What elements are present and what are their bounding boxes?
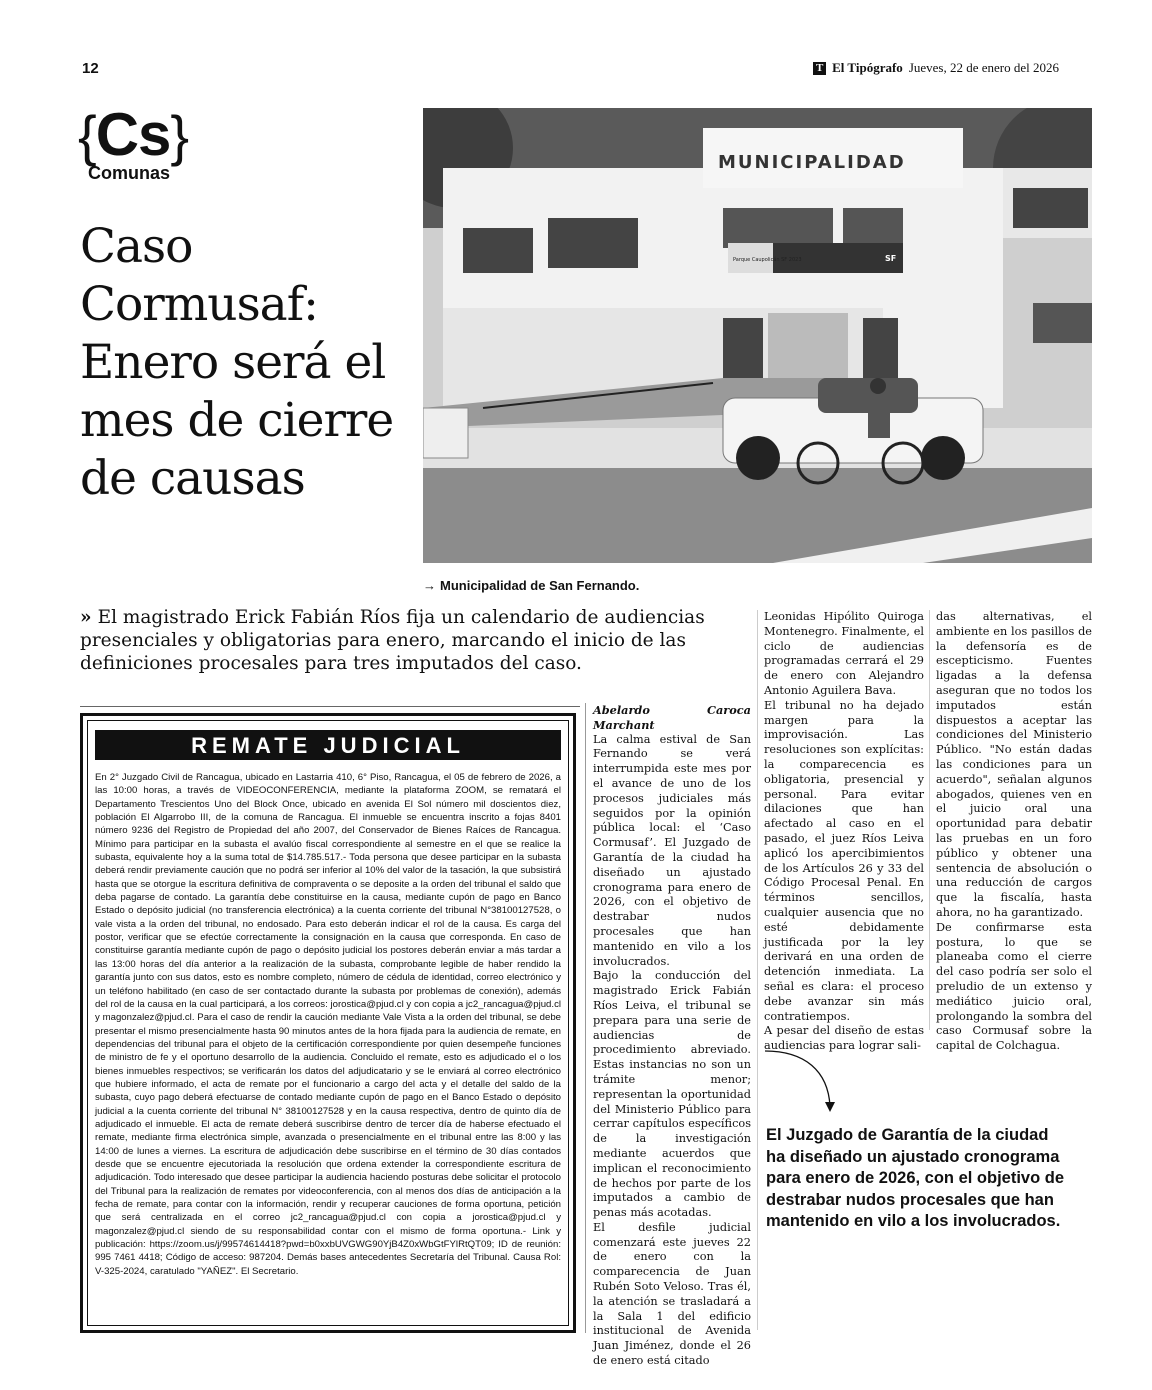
masthead bbox=[813, 60, 1059, 76]
paragraph: La calma estival de San Fernando se verá interrumpida este mes por el avance de uno de los procesos judiciales más seguidos por la opinión pública local: el ‘Caso Cormusaf’. El Juzgado de Garantía de la ciudad ha diseñado un ajustado cronograma para enero de 2026, con el objetivo de destrabar nudos procesales que han mantenido en vilo a los involucrados. bbox=[593, 732, 751, 968]
publication-name: El Tipógrafo bbox=[832, 60, 903, 75]
issue-date: Jueves, 22 de enero del 2026 bbox=[908, 60, 1059, 75]
paragraph: das alternativas, el ambiente en los pasillos de la defensoría es de escepticismo. Fuentes ligadas a la defensa aseguran que no todos los imputados están dispuestos a aceptar las condiciones del Ministerio Público. "No están dadas las condiciones para un acuerdo", señalan algunos abogados, quienes ven en el juicio oral una oportunidad para debatir las pruebas en un foro público y obtener una sentencia de absolución o una reducción de cargos que la fiscalía, hasta ahora, no ha garantizado. bbox=[936, 610, 1092, 919]
curved-arrow-icon bbox=[760, 1046, 840, 1116]
article-column-2 bbox=[764, 610, 924, 1054]
banner-left-text: Parque Caupolicán SF 2023 bbox=[733, 257, 802, 263]
paragraph: El tribunal no ha dejado margen para la improvisación. Las resoluciones son explícitas: la comparecencia es obligatoria, presencial y personal. Para evitar dilaciones que han afectado al caso en el pasado, el juez Ríos Leiva aplicó los apercibimientos de los Artículos 26 y 33 del Código Procesal Penal. En términos sencillos, cualquier ausencia que no esté debidamente justificada por la ley derivará en una orden de detención inmediata. La señal es clara: el proceso debe avanzar sin más contratiempos. bbox=[764, 698, 924, 1023]
page-number: 12 bbox=[82, 60, 99, 77]
column-rule bbox=[757, 610, 758, 1330]
section-code: {Cs} bbox=[78, 101, 189, 168]
paragraph: Bajo la conducción del magistrado Erick Fabián Ríos Leiva, el tribunal se prepara para una serie de audiencias de procedimiento abreviado. Estas instancias no son un trámite menor; representan la oportunidad del Ministerio Público para cerrar capítulos específicos de la investigación mediante acuerdos que implican el reconocimiento de hechos por parte de los imputados a cambio de penas más acotadas. bbox=[593, 969, 751, 1220]
remate-judicial-ad bbox=[80, 713, 576, 1333]
pull-quote: El Juzgado de Garantía de la ciudad ha diseñado un ajustado cronograma para enero de 2026, con el objetivo de destrabar nudos procesales que han mantenido en vilo a los involucrados. bbox=[766, 1126, 1065, 1230]
building-sign: MUNICIPALIDAD bbox=[718, 152, 906, 173]
article-photo bbox=[423, 108, 1092, 563]
paragraph: El desfile judicial comenzará este jueves 22 de enero con la comparecencia de Juan Rubén Soto Veloso. Tras él, la atención se trasladará a la Sala 1 del edificio institucional de Avenida Juan Jiménez, donde el 26 de enero está citado bbox=[593, 1220, 751, 1368]
byline: Abelardo Caroca Marchant bbox=[593, 703, 751, 732]
publication-logo-icon: T bbox=[813, 62, 826, 75]
headline: Caso Cormusaf: Enero será el mes de cierre de causas bbox=[80, 219, 394, 506]
lede-mark-icon: » bbox=[80, 607, 92, 628]
column-rule bbox=[585, 703, 586, 1333]
section-name: Comunas bbox=[88, 163, 171, 183]
lede: » El magistrado Erick Fabián Ríos fija un calendario de audiencias presenciales y obligatorias para enero, marcando el inicio de las definiciones procesales para tres imputados del caso. bbox=[80, 607, 705, 674]
section-mark bbox=[78, 102, 193, 184]
article-column-3 bbox=[936, 610, 1092, 1054]
article-column-1 bbox=[593, 703, 751, 1369]
divider bbox=[80, 706, 580, 707]
remate-title: REMATE JUDICIAL bbox=[95, 730, 561, 760]
photo-caption: → Municipalidad de San Fernando. bbox=[423, 578, 640, 593]
paragraph: De confirmarse esta postura, lo que se planeaba como el cierre del caso podría ser solo el preludio de un extenso y mediático juicio oral, prolongando la sombra del caso Cormusaf sobre la capital de Colchagua. bbox=[936, 920, 1092, 1053]
paragraph: A pesar del diseño de estas audiencias para lograr sali- bbox=[764, 1024, 924, 1053]
paragraph: Leonidas Hipólito Quiroga Montenegro. Finalmente, el ciclo de audiencias programadas cerrará el 29 de enero con Alejandro Antonio Aguilera Bava. bbox=[764, 610, 924, 697]
banner-right-text: SF bbox=[885, 254, 897, 263]
arrow-right-icon: → bbox=[423, 578, 436, 593]
column-rule bbox=[929, 610, 930, 1030]
remate-body: En 2° Juzgado Civil de Rancagua, ubicado en Lastarria 410, 6° Piso, Rancagua, el 05 de febrero de 2026, a las 10:00 horas, a través de VIDEOCONFERENCIA, mediante la plataforma ZOOM, se rematará el Departamento Trescientos Uno del Block Once, ubicado en avenida El Sol número mil doscientos diez, población El Algarrobo III, de la comuna de Rancagua. El inmueble se encuentra inscrito a fojas 8401 número 9236 del Registro de Propiedad del año 2007, del Conservador de Bienes Raíces de Rancagua. Mínimo para participar en la subasta el avalúo fiscal correspondiente al semestre en el que se realice la subasta, equivalente hoy a la suma total de $14.785.517.- Toda persona que desee participar en la subasta deberá rendir previamente caución que no podrá ser inferior al 10% del valor de la tasación, la que subsistirá hasta que se otorgue la escritura definitiva de compraventa o se deposite a la orden del tribunal el saldo que deba pagarse de contado. La garantía debe constituirse en la causa, mediante cupón de pago en Banco Estado o depósito judicial (no transferencia electrónica) a la cuenta corriente del tribunal N°38100127528, o vale vista a la orden del tribunal, no endosado. Para esto deberán indicar el rol de la causa. Es carga del postor, verificar que se efectúe correctamente la consignación en la causa que corresponda. En caso de constituirse garantía mediante cupón de pago o depósito judicial los postores deberán enviar a más tardar a las 13:00 horas del día anterior a la realización de la subasta, comprobante legible de haber rendido la garantía junto con sus datos, esto es nombre completo, número de cédula de identidad, correo electrónico y un teléfono habilitado (en caso de ser contactado durante la subasta por problemas de conexión), además del rol de la causa en la cual participará, a los correos: jorostica@pjud.cl y con copia a jc2_rancagua@pjud.cl y magonzalez@pjud.cl. Para el caso de rendir la caución mediante Vale Vista a la orden del tribunal, se debe presentar el mismo presencialmente hasta 90 minutos antes de la hora fijada para la audiencia de remate, en dependencias del tribunal para el objeto de la certificación correspondiente por quien desempeñe funciones de ministro de fe y el oportuno desarrollo de la audiencia. Concluido el remate, esto es adjudicado el o los bienes inmuebles respectivos; se verificarán los datos del adjudicatario y se le enviará al correo electrónico que hubiere informado, el acta de remate por el funcionario a cargo del acta y el detalle del saldo de la subasta, cuyo pago deberá efectuarse de contado mediante cupón de pago en el Banco Estado o depósito judicial a la cuenta corriente del tribunal N° 38100127528 y en la causa respectiva, dentro de quinto día de adjudicado el inmueble. El acta de remate deberá suscribirse dentro de tercer día de haberse efectuado el remate, mediante firma electrónica simple, avanzada o presencialmente en el tribunal entre las 8:00 y las 14:00 de lunes a viernes. La escritura de adjudicación debe suscribirse en el término de 30 días contados desde que se encuentre ejecutoriada la resolución que ordena extender la correspondiente escritura de adjudicación. Todo interesado que desee participar la audiencia haciendo posturas debe solicitar el protocolo del Tribunal para la realización de remates por videoconferencia, con al menos dos días de anticipación a la fecha de remate, para contar con la información, rendir y recuperar cauciones de forma oportuna, petición que será centralizada en el correo jc2_rancagua@pjud.cl con copia a jorostica@pjud.cl y magonzalez@pjud.cl siendo de su responsabilidad contar con el mismo de forma oportuna.- Link y publicación: https://zoom.us/j/99574614418?pwd=b0xxbUVGWG90YjB4Z0xWbGtFYlRtQT09; ID de reunión: 995 7461 4418; Código de acceso: 987204. Demás bases antecedentes Secretaría del Tribunal. Causa Rol: V-325-2024, caratulado "YAÑEZ". El Secretario. bbox=[95, 772, 561, 1277]
